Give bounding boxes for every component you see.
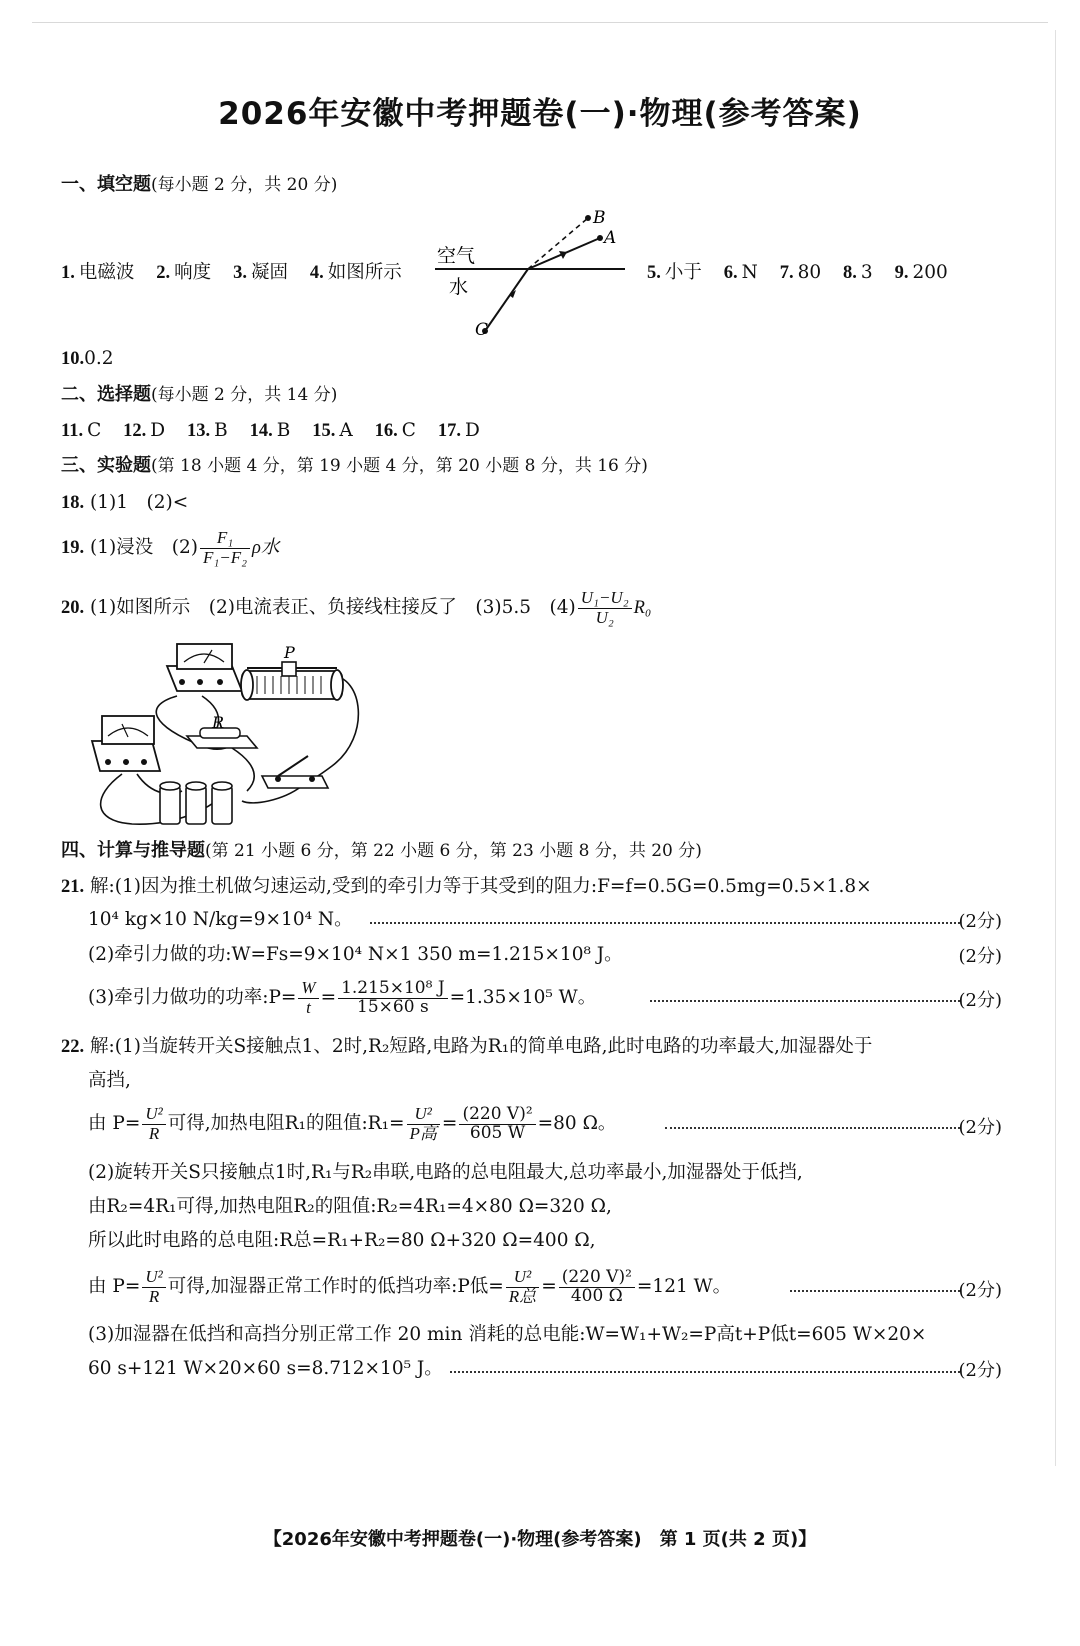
section2-header xyxy=(61,382,337,408)
rheostat xyxy=(241,643,343,700)
answer-19: 19. (1)浸没 (2) $\frac{\text{F₁}}{\text{F₁−F₂}}$ ρ水 xyxy=(61,527,280,567)
answer-11: 11. C xyxy=(61,420,102,441)
answer-14: 14. B xyxy=(249,420,291,441)
answer-15: 15. A xyxy=(312,420,353,441)
answer-10: 10.0.2 xyxy=(61,348,114,369)
section1-header xyxy=(61,172,337,198)
label-r: R xyxy=(212,713,225,732)
resistor xyxy=(187,713,257,748)
dot-leader xyxy=(650,1000,960,1002)
section4-title: 四、计算与推导题 xyxy=(61,840,205,861)
label-p: P xyxy=(284,643,295,662)
circuit-figure xyxy=(82,636,372,831)
q22-line9: 60 s+121 W×20×60 s=8.712×10⁵ J。 xyxy=(88,1358,443,1379)
answer-12: 12. D xyxy=(123,420,166,441)
q21-line4: (3)牵引力做功的功率:P= $\frac{W}{t}$ = $\frac{\text{1.215×10⁸ J}}{15\times 60 s}$ =1.35×10⁵ W。 xyxy=(88,977,597,1017)
right-rule xyxy=(1055,30,1056,1466)
q22-line6: 所以此时电路的总电阻:R总=R₁+R₂=80 Ω+320 Ω=400 Ω, xyxy=(88,1230,596,1251)
answer-20: 20. (1)如图所示 (2)电流表正、负接线柱接反了 (3)5.5 (4) $\frac{\text{U₁−U₂}}{\text{U₂}}$ R₀ xyxy=(61,587,652,627)
section1-answers-left xyxy=(61,260,418,286)
answer-2: 2. 响度 xyxy=(156,262,212,283)
refraction-figure xyxy=(435,205,645,340)
page-title: 2026年安徽中考押题卷(一)·物理(参考答案) xyxy=(218,96,862,132)
section1-answers-right xyxy=(647,260,964,286)
answer-8: 8. 3 xyxy=(843,262,873,283)
page-footer: 【2026年安徽中考押题卷(一)·物理(参考答案) 第 1 页(共 2 页)】 xyxy=(263,1529,817,1550)
section2-answers xyxy=(61,418,496,444)
score-21-2: (2分) xyxy=(958,946,1002,967)
dot-leader xyxy=(370,922,960,924)
dot-leader xyxy=(450,1371,960,1373)
section2-note: (每小题 2 分，共 14 分) xyxy=(151,385,338,405)
q22-line5: 由R₂=4R₁可得,加热电阻R₂的阻值:R₂=4R₁=4×80 Ω=320 Ω, xyxy=(88,1196,612,1217)
answer-13: 13. B xyxy=(187,420,228,441)
switch xyxy=(262,756,328,788)
q21-line1: 21. 解:(1)因为推土机做匀速运动,受到的牵引力等于其受到的阻力:F=f=0.5G=0.5mg=0.5×1.8× xyxy=(61,876,872,897)
label-b: B xyxy=(593,208,606,228)
dot-leader xyxy=(665,1127,960,1129)
point-b xyxy=(585,215,591,221)
dashed-ray xyxy=(528,218,588,269)
answer-18: 18. (1)1 (2)< xyxy=(61,492,189,513)
battery-pack xyxy=(160,782,232,824)
label-c: C xyxy=(475,320,489,340)
label-air: 空气 xyxy=(437,245,476,267)
score-21-1: (2分) xyxy=(958,911,1002,932)
label-a: A xyxy=(604,228,617,248)
section4-note: (第 21 小题 6 分，第 22 小题 6 分，第 23 小题 8 分，共 20 分) xyxy=(205,841,702,861)
q22-line3: 由 P= $\frac{\text{U²}}{R}$ 可得,加热电阻R₁的阻值:R₁= $\frac{\text{U²}}{\text{P高}}$ = $\frac{\text{(220 V)²}}{605 W}$ =80 Ω。 xyxy=(88,1103,617,1143)
score-22-3: (2分) xyxy=(958,1360,1002,1381)
wire-7 xyxy=(232,748,254,791)
section1-title: 一、填空题 xyxy=(61,174,151,195)
answer-4: 4. 如图所示 xyxy=(309,262,402,283)
answer-3: 3. 凝固 xyxy=(233,262,288,283)
q22-line2: 高挡, xyxy=(88,1070,131,1091)
section1-note: (每小题 2 分，共 20 分) xyxy=(151,175,338,195)
fraction-19: $\frac{\text{F₁}}{\text{F₁−F₂}}$ xyxy=(200,529,250,568)
q22-line4: (2)旋转开关S只接触点1时,R₁与R₂串联,电路的总电阻最大,总功率最小,加湿器处于低挡, xyxy=(88,1162,803,1183)
q22-line1: 22. 解:(1)当旋转开关S接触点1、2时,R₂短路,电路为R₁的简单电路,此时电路的功率最大,加湿器处于 xyxy=(61,1036,873,1057)
voltmeter xyxy=(92,716,160,771)
incident-ray xyxy=(485,269,528,331)
score-22-2: (2分) xyxy=(958,1280,1002,1301)
score-21-3: (2分) xyxy=(958,990,1002,1011)
label-water: 水 xyxy=(449,276,469,298)
section2-title: 二、选择题 xyxy=(61,384,151,405)
fraction-20: $\frac{\text{U₁−U₂}}{\text{U₂}}$ xyxy=(578,589,632,628)
section3-header xyxy=(61,453,648,479)
top-rule xyxy=(32,22,1048,23)
q22-line7: 由 P= $\frac{\text{U²}}{R}$ 可得,加湿器正常工作时的低挡功率:P低= $\frac{\text{U²}}{\text{R总}}$ = $\frac{\text{(220 V)²}}{400 \Omega}$ =121 W。 xyxy=(88,1266,732,1306)
section3-title: 三、实验题 xyxy=(61,455,151,476)
answer-6: 6. N xyxy=(723,262,758,283)
answer-1: 1. 电磁波 xyxy=(61,262,135,283)
answer-5: 5. 小于 xyxy=(647,262,702,283)
answer-7: 7. 80 xyxy=(779,262,822,283)
score-22-1: (2分) xyxy=(958,1117,1002,1138)
answer-9: 9. 200 xyxy=(894,262,948,283)
section3-note: (第 18 小题 4 分，第 19 小题 4 分，第 20 小题 8 分，共 16 分) xyxy=(151,456,648,476)
q21-line2: 10⁴ kg×10 N/kg=9×10⁴ N。 xyxy=(88,909,353,930)
answer-17: 17. D xyxy=(437,420,480,441)
q22-line8: (3)加湿器在低挡和高挡分别正常工作 20 min 消耗的总电能:W=W₁+W₂=P高t+P低t=605 W×20× xyxy=(88,1324,927,1345)
point-a xyxy=(597,235,603,241)
ammeter xyxy=(167,644,242,691)
q21-line3: (2)牵引力做的功:W=Fs=9×10⁴ N×1 350 m=1.215×10⁸ J。 xyxy=(88,944,623,965)
section4-header xyxy=(61,838,702,864)
dot-leader xyxy=(790,1290,960,1292)
answer-16: 16. C xyxy=(374,420,416,441)
